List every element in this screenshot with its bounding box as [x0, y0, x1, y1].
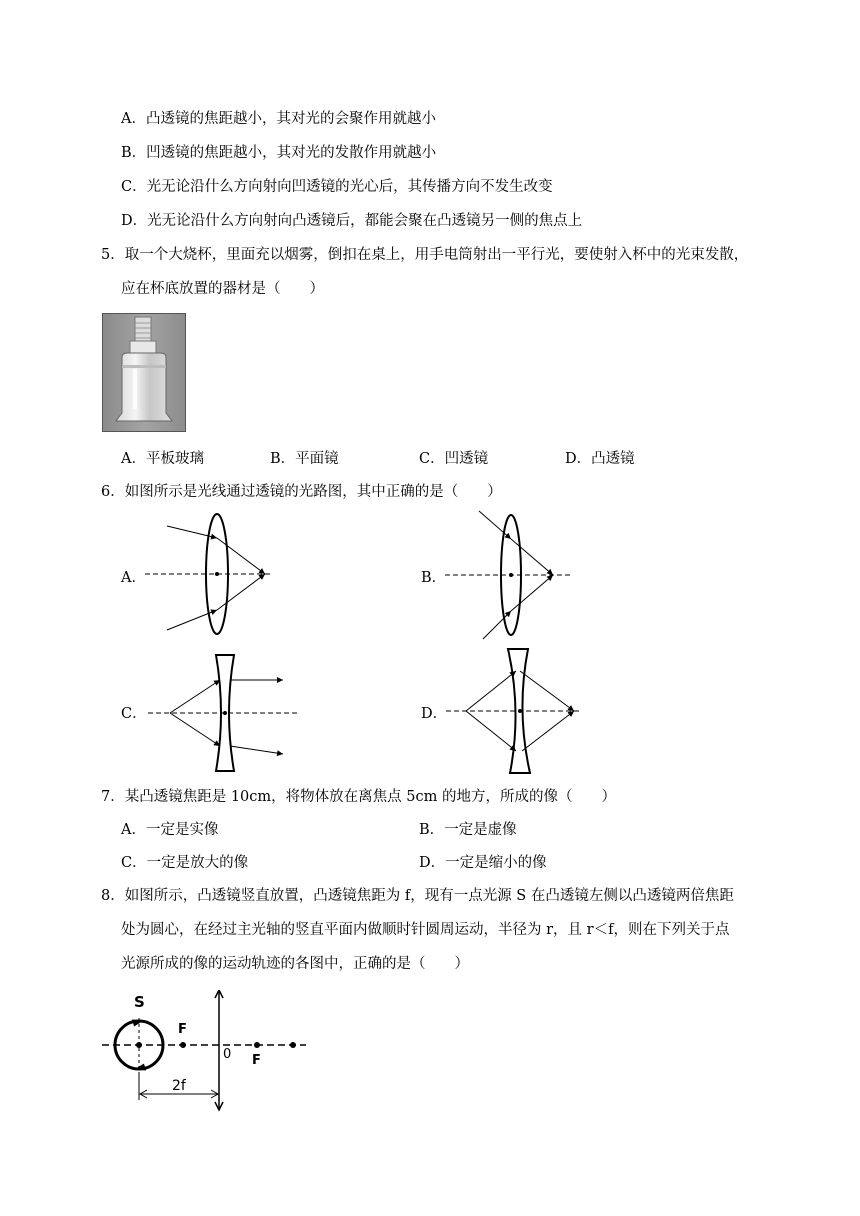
q6-label-b: B．	[421, 570, 447, 586]
q7-stem: 7．某凸透镜焦距是 10cm，将物体放在离焦点 5cm 的地方，所成的像（ ）	[101, 789, 616, 805]
q8-stem-line3: 光源所成的像的运动轨迹的各图中，正确的是（ ）	[121, 956, 469, 972]
q8-stem-line2: 处为圆心，在经过主光轴的竖直平面内做顺时针圆周运动，半径为 r，且 r＜f，则在下列关于点	[121, 922, 730, 938]
q8-label-2f: 2f	[172, 1078, 186, 1094]
diagram-c-concave-lens	[148, 650, 298, 780]
q7-option-c: C．一定是放大的像	[121, 855, 249, 871]
q5-option-a: A．平板玻璃	[121, 451, 204, 467]
q7-option-a: A．一定是实像	[121, 822, 219, 838]
q8-circle-motion-diagram	[102, 990, 306, 1112]
diagram-d-concave-lens	[446, 645, 581, 781]
q8-label-origin: 0	[223, 1047, 232, 1062]
q4-option-a: A．凸透镜的焦距越小，其对光的会聚作用就越小	[121, 111, 436, 127]
diagram-b-convex-lens	[445, 507, 570, 646]
beaker-photo	[102, 313, 186, 432]
q5-option-b: B．平面镜	[270, 451, 339, 467]
q4-option-b: B．凹透镜的焦距越小，其对光的发散作用就越小	[121, 145, 437, 161]
q5-option-c: C．凹透镜	[419, 451, 489, 467]
q6-label-c: C．	[121, 706, 147, 722]
q4-option-d: D．光无论沿什么方向射向凸透镜后，都能会聚在凸透镜另一侧的焦点上	[121, 213, 583, 229]
q7-option-b: B．一定是虚像	[419, 822, 517, 838]
q6-stem: 6．如图所示是光线通过透镜的光路图，其中正确的是（ ）	[101, 484, 502, 500]
q8-label-f-right: F	[252, 1053, 261, 1068]
q7-option-d: D．一定是缩小的像	[419, 855, 547, 871]
q8-stem-line1: 8．如图所示，凸透镜竖直放置，凸透镜焦距为 f，现有一点光源 S 在凸透镜左侧以凸透镜两倍焦距	[101, 888, 734, 904]
q4-option-c: C．光无论沿什么方向射向凹透镜的光心后，其传播方向不发生改变	[121, 179, 553, 195]
q6-label-d: D．	[421, 706, 448, 722]
q8-label-f-left: F	[178, 1022, 187, 1037]
q5-option-d: D．凸透镜	[565, 451, 635, 467]
q6-label-a: A．	[121, 570, 146, 586]
diagram-a-convex-lens	[145, 512, 270, 640]
q5-stem-line1: 5．取一个大烧杯，里面充以烟雾，倒扣在桌上，用手电筒射出一平行光，要使射入杯中的光束发散，	[101, 247, 749, 263]
q8-label-s: S	[134, 993, 145, 1011]
q5-stem-line2: 应在杯底放置的器材是（ ）	[121, 281, 324, 297]
